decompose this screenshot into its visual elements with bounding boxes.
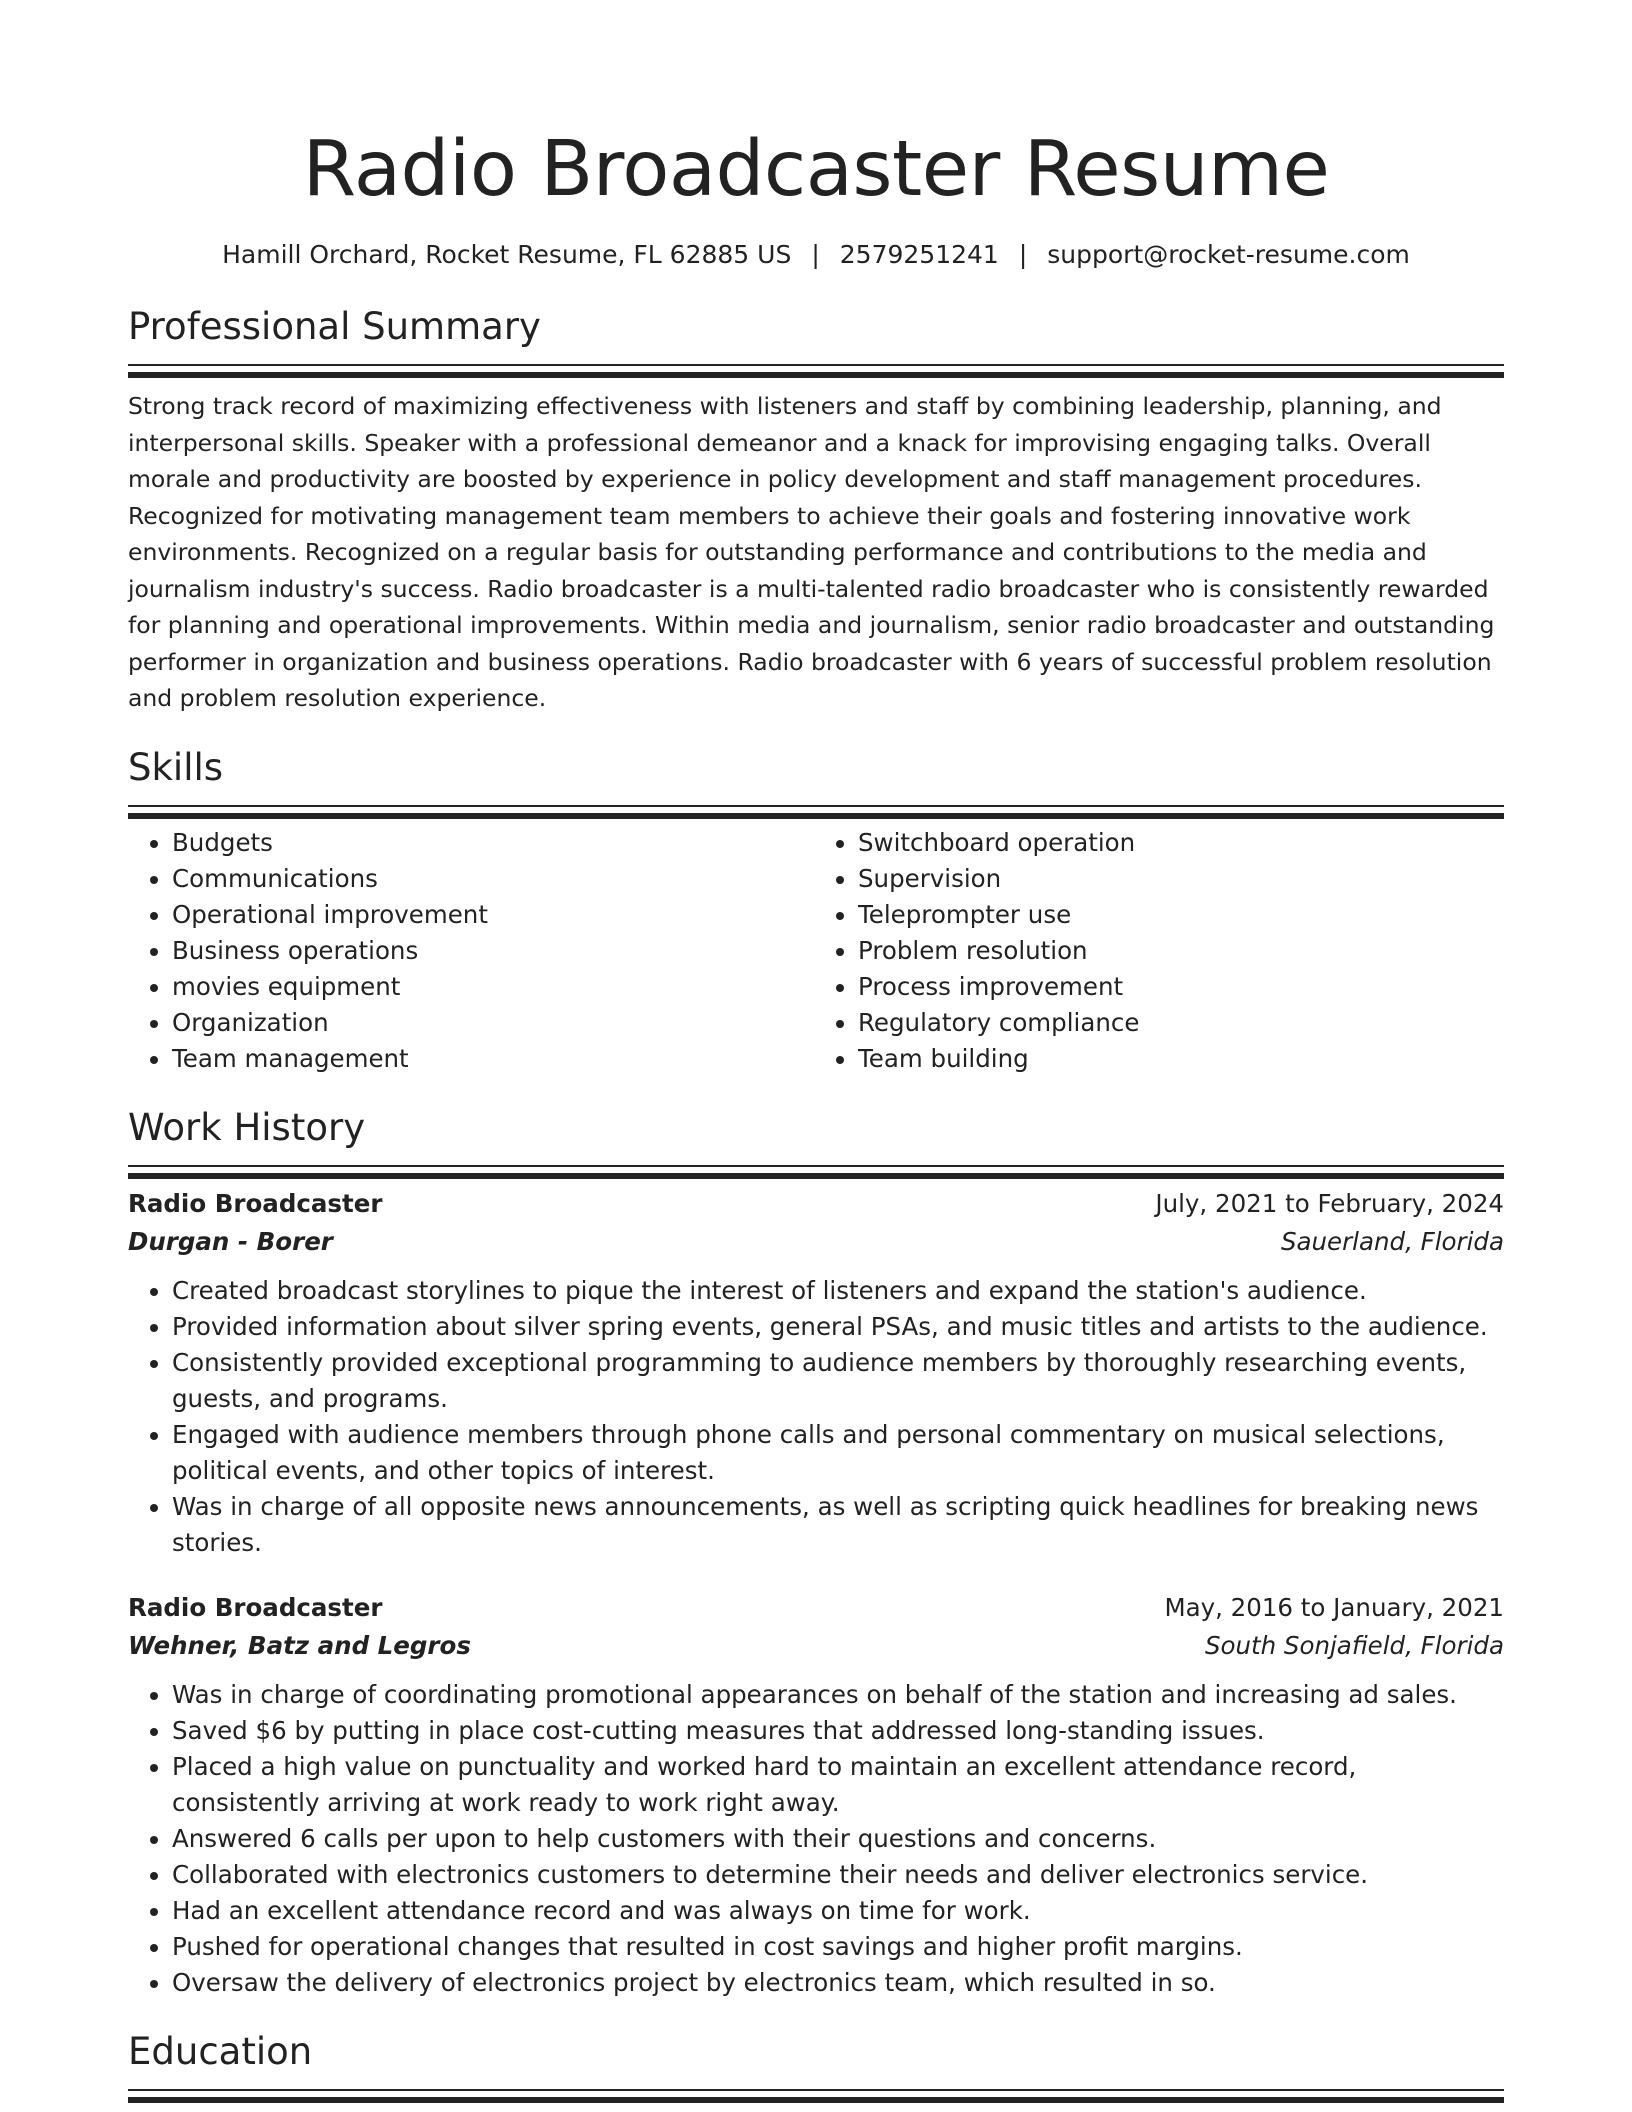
job-title: Radio Broadcaster [128, 1592, 383, 1622]
skill-item: • Operational improvement [172, 897, 806, 933]
education-heading: Education [128, 2029, 313, 2073]
job-dates: July, 2021 to February, 2024 [1155, 1188, 1504, 1218]
skill-item: • Teleprompter use [858, 897, 1492, 933]
job-bullet: • Placed a high value on punctuality and worked hard to maintain an excellent attendance record, consistently arriving at work ready to work right away. [172, 1749, 1504, 1821]
job-bullet: • Consistently provided exceptional programming to audience members by thoroughly researching events, guests, and programs. [172, 1345, 1504, 1417]
job-bullet: • Was in charge of all opposite news announcements, as well as scripting quick headlines for breaking news stories. [172, 1489, 1504, 1561]
job-title: Radio Broadcaster [128, 1188, 383, 1218]
job-entry [128, 1589, 1504, 2001]
education-section [128, 2027, 1504, 2091]
summary-text: Strong track record of maximizing effectiveness with listeners and staff by combining leadership, planning, and interpersonal skills. Speaker with a professional demeanor and a knack for improvising engaging talks. Overall morale and productivity are boosted by experience in policy development and staff management procedures. Recognized for motivating management team members to achieve their goals and fostering innovative work environments. Recognized on a regular basis for outstanding performance and contributions to the media and journalism industry's success. Radio broadcaster is a multi-talented radio broadcaster who is consistently rewarded for planning and operational improvements. Within media and journalism, senior radio broadcaster and outstanding performer in organization and business operations. Radio broadcaster with 6 years of successful problem resolution and problem resolution experience. [128, 392, 1495, 712]
resume-title: Radio Broadcaster Resume [302, 125, 1330, 214]
skill-item: • Problem resolution [858, 933, 1492, 969]
job-location: South Sonjafield, Florida [1204, 1630, 1504, 1660]
job-bullet: • Engaged with audience members through phone calls and personal commentary on musical selections, political events, and other topics of interest. [172, 1417, 1504, 1489]
skill-item: • Communications [172, 861, 806, 897]
contact-address: Hamill Orchard, Rocket Resume, FL 62885 US [222, 240, 792, 269]
job-bullets [128, 1273, 1504, 1561]
contact-separator: | [811, 240, 820, 269]
job-bullet: • Created broadcast storylines to pique the interest of listeners and expand the station's audience. [172, 1273, 1504, 1309]
section-divider [128, 364, 1504, 366]
skills-columns [128, 825, 1504, 1077]
job-company: Durgan - Borer [128, 1226, 333, 1256]
skill-item: • Business operations [172, 933, 806, 969]
job-company: Wehner, Batz and Legros [128, 1630, 471, 1660]
skill-item: • Switchboard operation [858, 825, 1492, 861]
work-history-heading: Work History [128, 1105, 366, 1149]
section-divider [128, 2089, 1504, 2091]
contact-phone: 2579251241 [839, 240, 999, 269]
job-bullet: • Was in charge of coordinating promotional appearances on behalf of the station and increasing ad sales. [172, 1677, 1504, 1713]
job-entry [128, 1185, 1504, 1561]
skill-item: • Team building [858, 1041, 1492, 1077]
job-bullet: • Pushed for operational changes that resulted in cost savings and higher profit margins. [172, 1929, 1504, 1965]
skill-item: • Regulatory compliance [858, 1005, 1492, 1041]
skill-item: • Budgets [172, 825, 806, 861]
section-divider [128, 805, 1504, 807]
job-bullet: • Oversaw the delivery of electronics project by electronics team, which resulted in so. [172, 1965, 1504, 2001]
skills-list-left [128, 825, 806, 1077]
job-header [128, 1589, 1504, 1627]
skill-item: • Process improvement [858, 969, 1492, 1005]
skill-item: • movies equipment [172, 969, 806, 1005]
job-bullet: • Collaborated with electronics customers to determine their needs and deliver electronics service. [172, 1857, 1504, 1893]
job-header [128, 1185, 1504, 1223]
section-divider [128, 1165, 1504, 1167]
job-bullet: • Had an excellent attendance record and was always on time for work. [172, 1893, 1504, 1929]
contact-line [128, 238, 1504, 272]
contact-separator: | [1018, 240, 1028, 269]
job-subheader [128, 1223, 1504, 1261]
skills-list-right [806, 825, 1492, 1077]
skills-section [128, 743, 1504, 1077]
job-dates: May, 2016 to January, 2021 [1164, 1592, 1504, 1622]
skill-item: • Supervision [858, 861, 1492, 897]
job-bullet: • Provided information about silver spring events, general PSAs, and music titles and artists to the audience. [172, 1309, 1504, 1345]
job-bullet: • Answered 6 calls per upon to help customers with their questions and concerns. [172, 1821, 1504, 1857]
job-bullet: • Saved $6 by putting in place cost-cutting measures that addressed long-standing issues. [172, 1713, 1504, 1749]
skill-item: • Organization [172, 1005, 806, 1041]
summary-heading: Professional Summary [128, 305, 541, 348]
resume-page [128, 0, 1504, 2091]
contact-email[interactable]: support@rocket-resume.com [1047, 240, 1410, 269]
job-location: Sauerland, Florida [1280, 1226, 1504, 1256]
summary-section [128, 302, 1504, 717]
skills-heading: Skills [128, 745, 224, 789]
job-bullets [128, 1677, 1504, 2001]
job-subheader [128, 1627, 1504, 1665]
skill-item: • Team management [172, 1041, 806, 1077]
work-history-section [128, 1103, 1504, 2001]
